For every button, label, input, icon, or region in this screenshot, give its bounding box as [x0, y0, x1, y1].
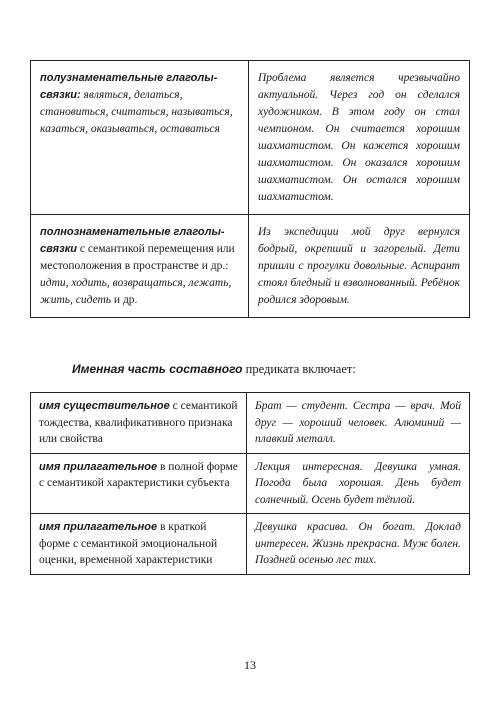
term-cell — [31, 61, 249, 215]
page-number: 13 — [244, 658, 256, 672]
example-cell: Брат — студент. Сестра — врач. Мой друг — хороший человек. Алюминий — плавкий металл. — [247, 393, 470, 454]
term-description: в краткой форме с семантикой эмоциональной оценки, временной характеристики — [39, 521, 218, 566]
term-description: с семантикой тождества, квалификативного признака или свойства — [39, 400, 238, 445]
term-cell — [31, 453, 247, 514]
term-cell — [31, 215, 249, 318]
term: полнознаменательные глаголы-связки — [40, 226, 225, 255]
example-cell: Проблема является чрезвычайно актуальной. Через год он сделался художником. В этом году он стал чемпионом. Он считается хорошим шахматистом. Он кажется хорошим шахматистом. Он оказался хорошим шахматистом. Он остался хорошим шахматистом. — [249, 61, 470, 215]
example-cell: Лекция интересная. Девушка умная. Погода была хорошая. День будет солнечный. Осень будет тёплой. — [247, 453, 470, 514]
term: имя существительное — [39, 400, 170, 412]
term-description: с семантикой перемещения или местоположения в пространстве и др.: — [40, 243, 235, 272]
term-description: являться, делаться, становиться, считаться, называться, казаться, оказываться, оставаться — [40, 89, 233, 135]
section-intro — [72, 362, 492, 377]
verb-list: идти, ходить, возвращаться, лежать, жить, сидеть — [40, 277, 232, 306]
term: полузнаменательные глаголы-связки: — [40, 72, 218, 101]
term-cell — [31, 514, 247, 575]
example-cell: Из экспедиции мой друг вернулся бодрый, окрепший и загорелый. Дети пришли с прогулки довольные. Аспирант стоял бледный и взволнованный. Ребёнок родился здоровым. — [249, 215, 470, 318]
table-row — [31, 215, 470, 318]
term-description-end: и др. — [111, 294, 138, 306]
verbs-table — [30, 60, 470, 318]
intro-text: предиката включает: — [242, 362, 356, 376]
intro-term: Именная часть составного — [72, 362, 243, 376]
term-description: в полной форме с семантикой характеристики субъекта — [39, 460, 238, 489]
nominal-part-table — [30, 392, 470, 575]
table-row — [31, 514, 470, 575]
example-cell: Девушка красива. Он богат. Доклад интересен. Жизнь прекрасна. Муж болен. Поздней осенью лес тих. — [247, 514, 470, 575]
table-row — [31, 453, 470, 514]
table-row — [31, 61, 470, 215]
term-cell — [31, 393, 247, 454]
term: имя прилагательное — [39, 521, 158, 533]
term: имя прилагательное — [39, 460, 158, 473]
table-row — [31, 393, 470, 454]
